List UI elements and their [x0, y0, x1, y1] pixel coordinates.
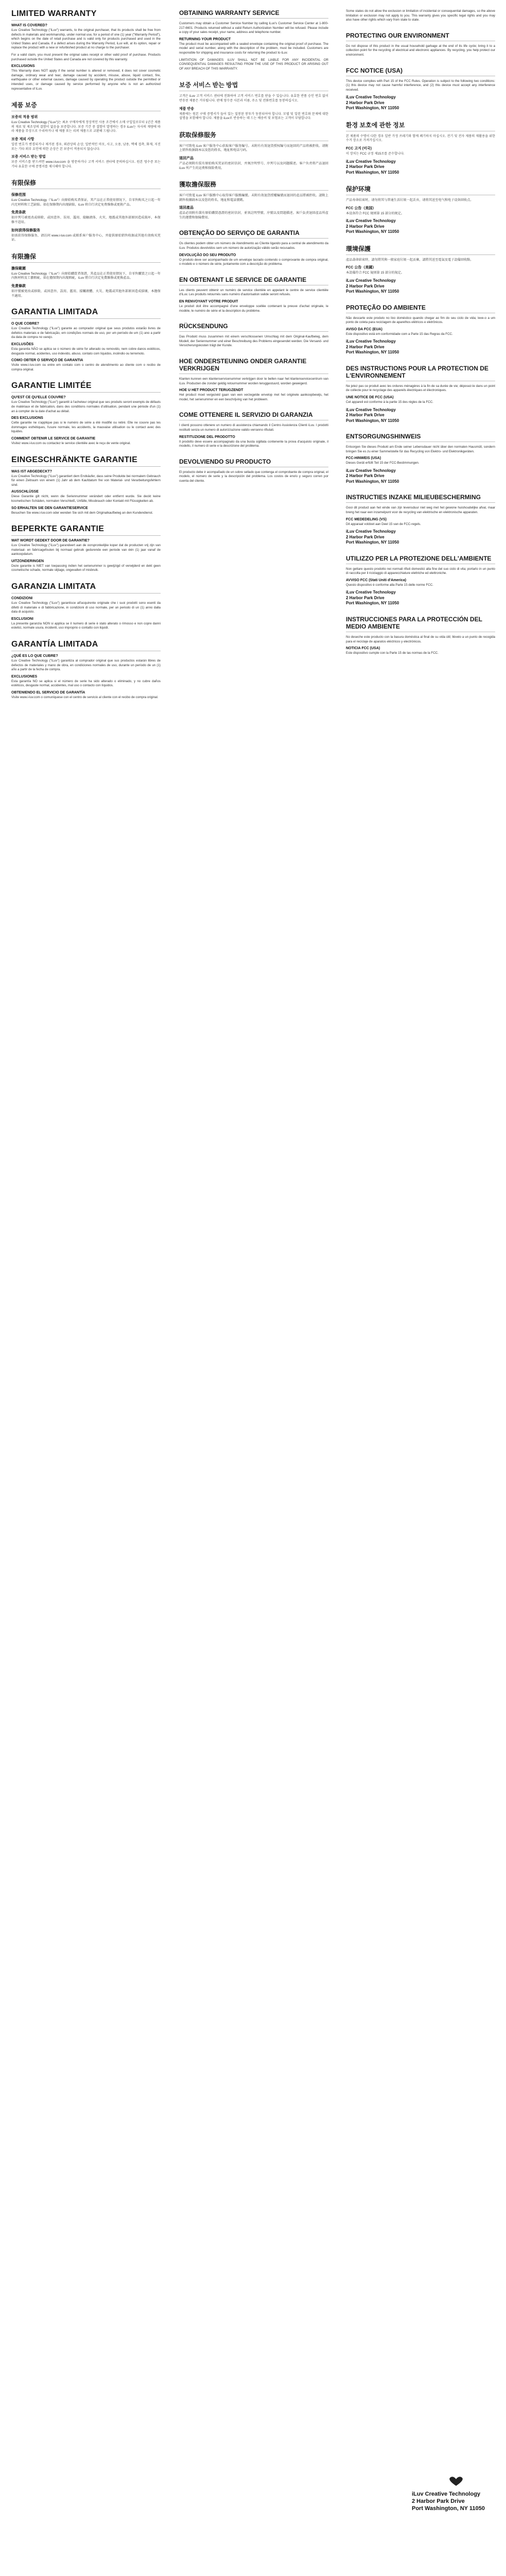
section — [11, 252, 161, 298]
section-heading: EINGESCHRÄNKTE GARANTIE — [11, 455, 161, 467]
subheading: RETURNING YOUR PRODUCT — [179, 37, 231, 41]
section — [346, 9, 495, 23]
company-address: iLuv Creative Technology 2 Harbor Park Drive Port Washington, NY 11050 — [346, 218, 399, 234]
section — [346, 184, 495, 235]
section — [179, 411, 328, 448]
subheading: NOTICIA FCC (USA) — [346, 647, 380, 651]
subheading: 保修范围 — [11, 193, 26, 197]
paragraph: Visite www.i-luv.com ou entre em contato com o centro de atendimento ao cliente com o recibo de compra original. — [11, 363, 161, 371]
subheading: FCC 고지 (미국) — [346, 147, 372, 151]
iluv-logo-icon — [446, 2476, 466, 2487]
company-address: iLuv Creative Technology 2 Harbor Park Drive Port Washington, NY 11050 — [346, 278, 399, 294]
section-heading: GARANTIA LIMITADA — [11, 308, 161, 319]
paragraph: iLuv Creative Technology ("iLuv") garantisce all'acquirente originale che i suoi prodotti sono esenti da difetti di materiale e di fabbricazione, in condizioni di uso normale, per un periodo di un (1) anno dalla data di acquisto. — [11, 601, 161, 614]
paragraph: Besuchen Sie www.i-luv.com oder wenden Sie sich mit dem Originalkaufbeleg an den Kundendienst. — [11, 511, 153, 515]
section — [179, 130, 328, 171]
section — [346, 67, 495, 111]
section — [11, 100, 161, 169]
subheading: WAS IST ABGEDECKT? — [11, 469, 53, 473]
subheading: 免责条款 — [11, 211, 26, 215]
subheading: RESTITUZIONE DEL PRODOTTO — [179, 435, 235, 439]
paragraph: Les clients peuvent obtenir un numéro de service clientèle en appelant le centre de service clientèle d'iLuv. Les produits retournés sans numéro d'autorisation valide seront refusés. — [179, 288, 328, 297]
subheading: 보증의 적용 범위 — [11, 115, 38, 120]
section-heading: INSTRUCTIES INZAKE MILIEUBESCHERMING — [346, 494, 495, 503]
bottom-address — [412, 2488, 499, 2516]
subheading: HOE U HET PRODUCT TERUGZENDT — [179, 388, 243, 393]
section-heading: UTILIZZO PER LA PROTEZIONE DELL'AMBIENTE — [346, 555, 495, 564]
paragraph: Cette garantie ne s'applique pas si le numéro de série a été modifié ou retiré. Elle ne couvre pas les dommages esthétiques, l'usure normale, les accidents, la mauvaise utilisation ou le contact avec des liquides. — [11, 421, 161, 434]
subheading: UITZONDERINGEN — [11, 559, 44, 563]
paragraph: Il prodotto deve essere accompagnato da una busta sigillata contenente la prova d'acquisto originale, il modello, il numero di serie e la descrizione del problema. — [179, 439, 328, 448]
section — [11, 178, 161, 243]
subheading: COMMENT OBTENIR LE SERVICE DE GARANTIE — [11, 436, 96, 440]
subheading: QU'EST CE QU'ELLE COUVRE? — [11, 396, 66, 400]
section-heading: 獲取擔保服務 — [179, 180, 328, 191]
subheading: CONDIZIONI — [11, 597, 33, 601]
company-address: iLuv Creative Technology 2 Harbor Park Drive Port Washington, NY 11050 — [346, 159, 399, 175]
paragraph: La presente garanzia NON si applica se il numero di serie è stato alterato o rimosso e non copre danni estetici, normale usura, incidenti, uso improprio o contatto con liquidi. — [11, 621, 161, 630]
section-heading: DEVOLVIENDO SU PRODUCTO — [179, 458, 328, 467]
section — [346, 616, 495, 656]
column-2 — [179, 0, 328, 486]
paragraph: Este dispositivo está em conformidade com a Parte 15 das Regras da FCC. — [346, 332, 453, 336]
paragraph: Não descarte este produto no lixo doméstico quando chegar ao fim do seu ciclo de vida; leve-o a um ponto de coleta para reciclagem de aparelhos elétricos e eletrônicos. — [346, 316, 495, 325]
paragraph: iLuv Creative Technology ("iLuv") garantiza al comprador original que sus productos estarán libres de defectos de materiales y mano de obra, en condiciones normales de uso, durante un período de un (1) año a partir de la fecha de compra. — [11, 659, 161, 672]
paragraph: 產品必須附有裝有原始購買憑證的密封信封，並須註明型號、序號以及問題描述。客戶負責退回產品所產生的運費和保險費用。 — [179, 211, 328, 219]
section — [346, 304, 495, 355]
paragraph: Das Produkt muss zusammen mit einem verschlossenen Umschlag mit dem Original-Kaufbeleg, dem Modell, der Seriennummer und einer Beschreibung des Problems eingesendet werden. Die Versand- und Versicherungskosten trägt der Kunde. — [179, 335, 328, 348]
section-heading: HOE ONDERSTEUNING ONDER GARANTIE VERKRIJGEN — [179, 358, 328, 374]
subheading: AVVISO FCC (Stati Uniti d'America) — [346, 578, 407, 582]
paragraph: Klanten kunnen een klantenservicenummer verkrijgen door te bellen naar het klantenservicecentrum van iLuv. Producten die zonder geldig retournummer worden teruggestuurd, worden geweigerd. — [179, 377, 328, 385]
section-heading: 環境保護 — [346, 244, 495, 255]
paragraph: This Warranty does NOT apply if the serial number is altered or removed, it does not cover cosmetic damage, ordinary wear and tear, damage caused by accident, misuse, abuse, liquid contact, fire, earthquake or other external causes, damage caused by operating the product outside the permitted or intended uses, or damage caused by service performed by anyone who is not an authorized representative of iLuv. — [11, 69, 161, 91]
paragraph: Esta garantía NO se aplica si el número de serie ha sido alterado o eliminado, y no cubre daños estéticos, desgaste normal, accidentes, mal uso o contacto con líquidos. — [11, 679, 161, 688]
paragraph: Le produit doit être accompagné d'une enveloppe scellée contenant la preuve d'achat originale, le modèle, le numéro de série et la description du problème. — [179, 304, 328, 313]
company-address: iLuv Creative Technology 2 Harbor Park Drive Port Washington, NY 11050 — [346, 468, 399, 484]
paragraph: 이 장치는 FCC 규정 제15조를 준수합니다. — [346, 152, 405, 156]
subheading: 如何获得保修服务 — [11, 228, 40, 232]
subheading: 擔保範圍 — [11, 266, 26, 270]
section — [11, 524, 161, 573]
section-heading: 보증 서비스 받는 방법 — [179, 80, 328, 91]
paragraph: 제품에는 원본 구매 증명서가 들어 있는 밀봉된 봉투가 동봉되어야 합니다. 모델 및 일련 번호와 문제에 대한 설명을 포함해야 합니다. 제품을 iLuv로 반송하는 데 드는 배송비 및 보험료는 고객이 부담합니다. — [179, 112, 328, 121]
paragraph: Este dispositivo cumple con la Parte 15 de las normas de la FCC. — [346, 651, 439, 655]
paragraph: iLuv Creative Technology（"iLuv"）向原始購買者保證，其產品在正常使用情況下，自零售購買之日起一年內無材料及工藝瑕疵。如在擔保期內出現瑕疵，iLuv 將自行決定免費維修或更換產品。 — [11, 272, 161, 280]
paragraph: iLuv Creative Technology ("iLuv") warrants, to the original purchaser, that its products shall be free from defects in materials and workmanship, under normal use, for a period of one (1) year ("Warranty Period"), which begins on the date of retail purchase and is valid only for products purchased and used in the United States and Canada. If a defect arises during the Warranty Period, iLuv will, at its option, repair or replace the product with a new or refurbished product at no charge to the purchaser. — [11, 28, 161, 50]
company-address: iLuv Creative Technology 2 Harbor Park Drive Port Washington, NY 11050 — [346, 590, 399, 606]
paragraph: Gooi dit product aan het einde van zijn levensduur niet weg met het gewone huishoudelijke afval, maar breng het naar een inzamelpunt voor de recycling van elektrische en elektronische apparaten. — [346, 506, 495, 514]
section — [346, 121, 495, 175]
section — [346, 433, 495, 484]
subheading: 退回产品 — [179, 156, 194, 160]
section-heading: LIMITED WARRANTY — [11, 9, 161, 21]
paragraph: 보증 서비스를 받으려면 www.i-luv.com 을 방문하거나 고객 서비스 센터에 문의하십시오. 원본 영수증 또는 기타 유효한 구매 증명서를 제시해야 합니다. — [11, 160, 161, 168]
section-heading: FCC NOTICE (USA) — [346, 67, 495, 76]
section — [179, 323, 328, 348]
paragraph: 本设备符合 FCC 规则第 15 部分的规定。 — [346, 211, 405, 215]
company-address: iLuv Creative Technology 2 Harbor Park Drive Port Washington, NY 11050 — [346, 529, 399, 545]
section-heading: 获取保修服务 — [179, 130, 328, 141]
paragraph: Do not dispose of this product in the usual household garbage at the end of its life cycle; bring it to a collection point for the recycling of electrical and electronic appliances. By recycling, you help protect our environment. — [346, 44, 495, 57]
section-heading: INSTRUCCIONES PARA LA PROTECCIÓN DEL MEDIO AMBIENTE — [346, 616, 495, 632]
section-heading: EN OBTENANT LE SERVICE DE GARANTIE — [179, 276, 328, 285]
subheading: 보증 제외 사항 — [11, 137, 34, 141]
section-heading: 有限擔保 — [11, 252, 161, 263]
subheading: 免責條款 — [11, 284, 26, 289]
paragraph: Customers may obtain a Customer Service Number by calling iLuv's Customer Service Center at 1-800-217-6601. Products returned without a valid Return Authorization Number will be refused. Please include a copy of your sales receipt, your name, address and telephone number. — [179, 22, 328, 35]
subheading: EXCLUSIONS — [11, 64, 35, 69]
paragraph: Het product moet vergezeld gaan van een verzegelde envelop met het originele aankoopbewijs, het model, het serienummer en een beschrijving van het probleem. — [179, 393, 328, 401]
paragraph: Some states do not allow the exclusion or limitation of incidental or consequential damages, so the above limitation or exclusion may not apply to you. This warranty gives you specific legal rights and you may also have other rights which vary from state to state. — [346, 9, 495, 22]
paragraph: 일련 번호가 변경되거나 제거된 경우, 외관상의 손상, 일반적인 마모, 사고, 오용, 남용, 액체 접촉, 화재, 지진 또는 기타 외부 요인에 의한 손상은 본 보증이 적용되지 않습니다. — [11, 142, 161, 151]
subheading: COMO OBTER O SERVIÇO DE GARANTIA — [11, 359, 83, 363]
subheading: WHAT IS COVERED? — [11, 24, 47, 27]
paragraph: Esta garantia NÃO se aplica se o número de série for alterado ou removido, nem cobre danos estéticos, desgaste normal, acidentes, uso indevido, abuso, contato com líquidos, incêndio ou terremoto. — [11, 347, 161, 355]
subheading: DEVOLUÇÃO DO SEU PRODUTO — [179, 253, 236, 257]
company-address: iLuv Creative Technology 2 Harbor Park Drive Port Washington, NY 11050 — [346, 339, 399, 355]
section — [179, 276, 328, 313]
section — [11, 640, 161, 700]
section-heading: 有限保修 — [11, 178, 161, 189]
subheading: ¿QUÉ ES LO QUE CUBRE? — [11, 654, 58, 658]
subheading: FCC-HINWEIS (USA) — [346, 456, 381, 461]
section — [179, 358, 328, 402]
paragraph: 如序號被更改或移除，或因意外、誤用、濫用、接觸液體、火災、地震或其他外部原因造成損壞，本擔保不適用。 — [11, 290, 161, 298]
paragraph: iLuv Creative Technology ("iLuv")는 최초 구매자에게 정상적인 사용 조건에서 소매 구입일로부터 1년간 제품의 재료 및 제조상의 결함이 없음을 보증합니다. 보증 기간 중 결함이 발생하는 경우 iLuv는 자사의 재량에 따라 제품을 무상으로 수리하거나 새 제품 또는 리퍼 제품으로 교환해 드립니다. — [11, 121, 161, 133]
paragraph: I clienti possono ottenere un numero di assistenza chiamando il Centro Assistenza Clienti iLuv. I prodotti restituiti senza un numero di autorizzazione valido verranno rifiutati. — [179, 423, 328, 432]
subheading: OBTENIENDO EL SERVICIO DE GARANTÍA — [11, 691, 85, 694]
section — [346, 244, 495, 295]
paragraph: Os clientes podem obter um número de Atendimento ao Cliente ligando para a central de atendimento da iLuv. Produtos devolvidos sem um número de autorização válido serão recusados. — [179, 242, 328, 250]
section-heading: DES INSTRUCTIONS POUR LA PROTECTION DE L'ENVIRONNEMENT — [346, 365, 495, 381]
paragraph: 客户可致电 iLuv 客户服务中心获取客户服务编号。未附有有效退货授权编号而退回的产品将被拒收。请附上销售收据副本以及您的姓名、地址和电话号码。 — [179, 144, 328, 152]
subheading: 退回產品 — [179, 206, 194, 210]
paragraph: Entsorgen Sie dieses Produkt am Ende seiner Lebensdauer nicht über den normalen Hausmüll, sondern bringen Sie es zu einer Sammelstelle für das Recycling von Elektro- und Elektronikgeräten. — [346, 445, 495, 453]
column-3 — [346, 0, 495, 658]
subheading: AVISO DA FCC (EUA) — [346, 327, 382, 331]
section — [179, 180, 328, 220]
section-heading: 환경 보호에 관한 정보 — [346, 121, 495, 131]
paragraph: For a valid claim, you must present the original sales receipt or other valid proof of purchase. Products purchased outside the United States and Canada are not covered by this warranty. — [11, 53, 161, 61]
subheading: WAT WORDT GEDEKT DOOR DE GARANTIE? — [11, 539, 90, 543]
section-heading: 保护环境 — [346, 184, 495, 195]
paragraph: No deseche este producto con la basura doméstica al final de su vida útil; llévelo a un punto de recogida para el reciclaje de aparatos eléctricos y electrónicos. — [346, 635, 495, 643]
paragraph: iLuv Creative Technology ("iLuv") garante ao comprador original que seus produtos estarão livres de defeitos materiais e de fabricação, em condições normais de uso, por um período de um (1) ano a partir da data de compra no varejo. — [11, 327, 161, 340]
paragraph: 产品必须附有装有原始购买凭证的密封信封，并须注明型号、序列号以及问题描述。客户负责将产品退回 iLuv 所产生的运费和保险费用。 — [179, 161, 328, 170]
paragraph: Dit apparaat voldoet aan Deel 15 van de FCC-regels. — [346, 522, 421, 526]
paragraph: Dieses Gerät erfüllt Teil 15 der FCC-Bestimmungen. — [346, 461, 420, 465]
paragraph: Cet appareil est conforme à la partie 15 des règles de la FCC. — [346, 400, 433, 404]
subheading: AUSSCHLÜSSE — [11, 490, 39, 494]
subheading: 제품 반송 — [179, 107, 194, 111]
section — [11, 582, 161, 631]
subheading: DES EXCLUSIONS — [11, 416, 43, 420]
company-address: iLuv Creative Technology 2 Harbor Park Drive Port Washington, NY 11050 — [412, 2491, 485, 2512]
section — [346, 494, 495, 545]
section-heading: GARANZIA LIMITATA — [11, 582, 161, 594]
section — [11, 308, 161, 372]
subheading: EXCLUSÕES — [11, 343, 34, 346]
paragraph: El producto debe ir acompañado de un sobre sellado que contenga el comprobante de compra original, el modelo, el número de serie y la descripción del problema. Los costos de envío y seguro corren por cuenta del cliente. — [179, 470, 328, 483]
paragraph: LIMITATION OF DAMAGES: iLUV SHALL NOT BE LIABLE FOR ANY INCIDENTAL OR CONSEQUENTIAL DAMAGES RESULTING FROM THE USE OF THIS PRODUCT OR ARISING OUT OF ANY BREACH OF THIS WARRANTY. — [179, 58, 328, 71]
subheading: FCC 公告（美国） — [346, 206, 376, 210]
paragraph: iLuv Creative Technology ("iLuv") garantiert dem Erstkäufer, dass seine Produkte bei normalem Gebrauch für einen Zeitraum von einem (1) Jahr ab dem Kaufdatum frei von Material- und Verarbeitungsfehlern sind. — [11, 474, 161, 487]
paragraph: 产品寿命结束时，请勿将其与普通生活垃圾一起丢弃，请将其送至电气和电子设备回收点。 — [346, 198, 474, 202]
section — [179, 229, 328, 266]
paragraph: Non gettare questo prodotto nei normali rifiuti domestici alla fine del suo ciclo di vita; portarlo in un punto di raccolta per il riciclaggio di apparecchiature elettriche ed elettroniche. — [346, 567, 495, 575]
section — [179, 80, 328, 121]
section — [346, 555, 495, 606]
column-1 — [11, 0, 161, 703]
subheading: UNE NOTICE DE FCC (USA) — [346, 395, 394, 399]
subheading: EN RENVOYANT VOTRE PRODUIT — [179, 300, 238, 304]
paragraph: Visite www.i-luv.com o comuníquese con el centro de servicio al cliente con el recibo de compra original. — [11, 696, 159, 699]
paragraph: 如序列号被更改或移除，或因意外、误用、滥用、接触液体、火灾、地震或其他外部原因造成损坏，本保修不适用。 — [11, 216, 161, 225]
subheading: EXCLUSIONES — [11, 674, 38, 679]
paragraph: iLuv Creative Technology（"iLuv"）向原始购买者保证，其产品在正常使用情况下，自零售购买之日起一年内无材料和工艺缺陷。如在保修期内出现缺陷，iLuv 将自行决定免费维修或更换产品。 — [11, 198, 161, 207]
section-heading: COME OTTENERE IL SERVIZIO DI GARANZIA — [179, 411, 328, 420]
paragraph: 고객은 iLuv 고객 서비스 센터에 전화하여 고객 서비스 번호를 받을 수 있습니다. 유효한 반품 승인 번호 없이 반송된 제품은 거부됩니다. 판매 영수증 사본과 이름, 주소 및 전화번호를 동봉하십시오. — [179, 94, 328, 103]
subheading: O QUE COBRE? — [11, 322, 40, 326]
section-heading: BEPERKTE GARANTIE — [11, 524, 161, 536]
paragraph: 如需获得保修服务，请访问 www.i-luv.com 或联系客户服务中心，并提供原始销售收据或其他有效购买凭证。 — [11, 233, 161, 242]
section — [11, 381, 161, 446]
company-address: iLuv Creative Technology 2 Harbor Park Drive Port Washington, NY 11050 — [346, 407, 399, 423]
subheading: 보증 서비스 받는 방법 — [11, 155, 46, 159]
section-heading: GARANTÍA LIMITADA — [11, 640, 161, 651]
section — [11, 9, 161, 91]
paragraph: iLuv Creative Technology ("iLuv") garantit à l'acheteur original que ses produits seront exempts de défauts de matériaux et de fabrication, dans des conditions normales d'utilisation, pendant une période d'un (1) an à compter de la date d'achat au détail. — [11, 400, 161, 413]
paragraph: iLuv Creative Technology ("iLuv") garandeert aan de oorspronkelijke koper dat de producten vrij zijn van materiaal- en fabricagefouten bij normaal gebruik gedurende een periode van één (1) jaar vanaf de aankoopdatum. — [11, 544, 161, 556]
section-heading: 제품 보증 — [11, 100, 161, 111]
section-heading: RÜCKSENDUNG — [179, 323, 328, 332]
subheading: SO ERHALTEN SIE DEN GARANTIESERVICE — [11, 506, 88, 510]
paragraph: Ne jetez pas ce produit avec les ordures ménagères à la fin de sa durée de vie; déposez-le dans un point de collecte pour le recyclage des appareils électriques et électroniques. — [346, 384, 495, 393]
paragraph: 客戶可致電 iLuv 客戶服務中心取得客戶服務編號。未附有效退貨授權編號而退回的產品將被拒收。請附上銷售收據副本以及您的姓名、地址和電話號碼。 — [179, 194, 328, 202]
subheading: FCC MEDEDELING (VS) — [346, 517, 387, 521]
paragraph: 본 제품의 수명이 다한 경우 일반 가정 쓰레기와 함께 폐기하지 마십시오. 전기 및 전자 제품의 재활용을 위한 수거 장소로 가져가십시오. — [346, 134, 495, 143]
section — [346, 32, 495, 58]
section-heading: PROTECTING OUR ENVIRONMENT — [346, 32, 495, 41]
paragraph: 產品壽命結束時，請勿將其與一般家庭垃圾一起丟棄，請將其送至電氣及電子設備回收點。 — [346, 258, 474, 262]
section-heading: OBTENÇÃO DO SERVIÇO DE GARANTIA — [179, 229, 328, 239]
paragraph: Questo dispositivo è conforme alla Parte 15 delle norme FCC. — [346, 583, 433, 587]
section — [179, 9, 328, 71]
section-heading: GARANTIE LIMITÉE — [11, 381, 161, 393]
section — [179, 458, 328, 484]
section-heading: PROTEÇÃO DO AMBIENTE — [346, 304, 495, 313]
paragraph: Deze garantie is NIET van toepassing indien het serienummer is gewijzigd of verwijderd en dekt geen cosmetische schade, normale slijtage, ongevallen of misbruik. — [11, 564, 161, 572]
company-address: iLuv Creative Technology 2 Harbor Park Drive Port Washington, NY 11050 — [346, 95, 399, 111]
subheading: ESCLUSIONI — [11, 617, 33, 621]
paragraph: The product must be accompanied with a sealed envelope containing the original proof of purchase. The model and serial number, along with the description of the problem, must be included. Customers are responsible for shipping and insurance costs for returning the product to iLuv. — [179, 42, 328, 55]
paragraph: Visitez www.i-luv.com ou contactez le service clientèle avec le reçu de vente original. — [11, 441, 131, 445]
paragraph: This device complies with Part 15 of the FCC Rules. Operation is subject to the following two conditions: (1) this device may not cause harmful interference, and (2) this device must accept any interference received. — [346, 79, 495, 92]
paragraph: Diese Garantie gilt nicht, wenn die Seriennummer verändert oder entfernt wurde. Sie deckt keine kosmetischen Schäden, normalen Verschleiß, Unfälle, Missbrauch oder Kontakt mit Flüssigkeiten ab. — [11, 495, 161, 503]
section — [11, 455, 161, 516]
paragraph: O produto deve ser acompanhado de um envelope lacrado contendo o comprovante de compra original, o modelo e o número de série, juntamente com a descrição do problema. — [179, 258, 328, 266]
section-heading: OBTAINING WARRANTY SERVICE — [179, 9, 328, 19]
paragraph: 本設備符合 FCC 規則第 15 部分的規定。 — [346, 271, 405, 275]
section-heading: ENTSORGUNGSHINWEIS — [346, 433, 495, 442]
subheading: FCC 公告（美國） — [346, 266, 376, 270]
section — [346, 365, 495, 423]
